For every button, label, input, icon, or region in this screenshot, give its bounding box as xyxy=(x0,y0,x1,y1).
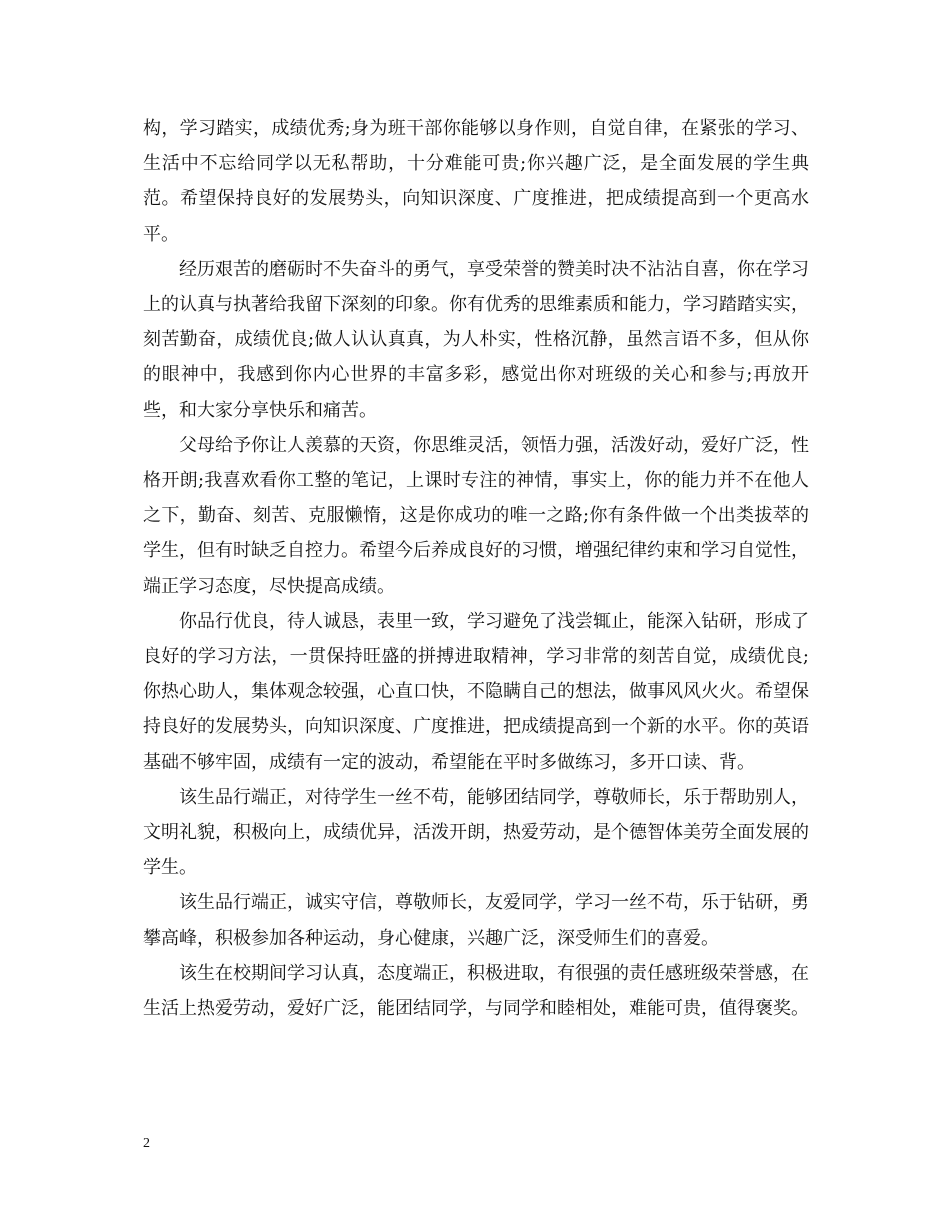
paragraph-6: 该生品行端正，诚实守信，尊敬师长，友爱同学，学习一丝不苟，乐于钻研，勇攀高峰，积极参加各种运动，身心健康，兴趣广泛，深受师生们的喜爱。 xyxy=(143,892,809,949)
paragraph-3: 父母给予你让人羡慕的天资，你思维灵活，领悟力强，活泼好动，爱好广泛，性格开朗;我喜欢看你工整的笔记，上课时专注的神情，事实上，你的能力并不在他人之下，勤奋、刻苦、克服懒惰，这是你成功的唯一之路;你有条件做一个出类拔萃的学生，但有时缺乏自控力。希望今后养成良好的习惯，增强纪律约束和学习自觉性，端正学习态度，尽快提高成绩。 xyxy=(143,434,809,597)
paragraph-7: 该生在校期间学习认真，态度端正，积极进取，有很强的责任感班级荣誉感，在生活上热爱劳动，爱好广泛，能团结同学，与同学和睦相处，难能可贵，值得褒奖。 xyxy=(143,962,809,1020)
paragraph-4: 你品行优良，待人诚恳，表里一致，学习避免了浅尝辄止，能深入钻研，形成了良好的学习方法，一贯保持旺盛的拼搏进取精神，学习非常的刻苦自觉，成绩优良;你热心助人，集体观念较强，心直口快，不隐瞒自己的想法，做事风风火火。希望保持良好的发展势头，向知识深度、广度推进，把成绩提高到一个新的水平。你的英语基础不够牢固，成绩有一定的波动，希望能在平时多做练习，多开口读、背。 xyxy=(143,610,809,773)
page-number: 2 xyxy=(143,1136,150,1151)
paragraph-5: 该生品行端正，对待学生一丝不苟，能够团结同学，尊敬师长，乐于帮助别人，文明礼貌，积极向上，成绩优异，活泼开朗，热爱劳动，是个德智体美劳全面发展的学生。 xyxy=(143,786,809,879)
paragraph-2: 经历艰苦的磨砺时不失奋斗的勇气，享受荣誉的赞美时决不沾沾自喜，你在学习上的认真与执著给我留下深刻的印象。你有优秀的思维素质和能力，学习踏踏实实，刻苦勤奋，成绩优良;做人认认真真，为人朴实，性格沉静，虽然言语不多，但从你的眼神中，我感到你内心世界的丰富多彩，感觉出你对班级的关心和参与;再放开些，和大家分享快乐和痛苦。 xyxy=(143,258,809,421)
document-body xyxy=(143,111,809,1026)
paragraph-continued: 构，学习踏实，成绩优秀;身为班干部你能够以身作则，自觉自律，在紧张的学习、生活中不忘给同学以无私帮助，十分难能可贵;你兴趣广泛，是全面发展的学生典范。希望保持良好的发展势头，向知识深度、广度推进，把成绩提高到一个更高水平。 xyxy=(143,118,809,245)
